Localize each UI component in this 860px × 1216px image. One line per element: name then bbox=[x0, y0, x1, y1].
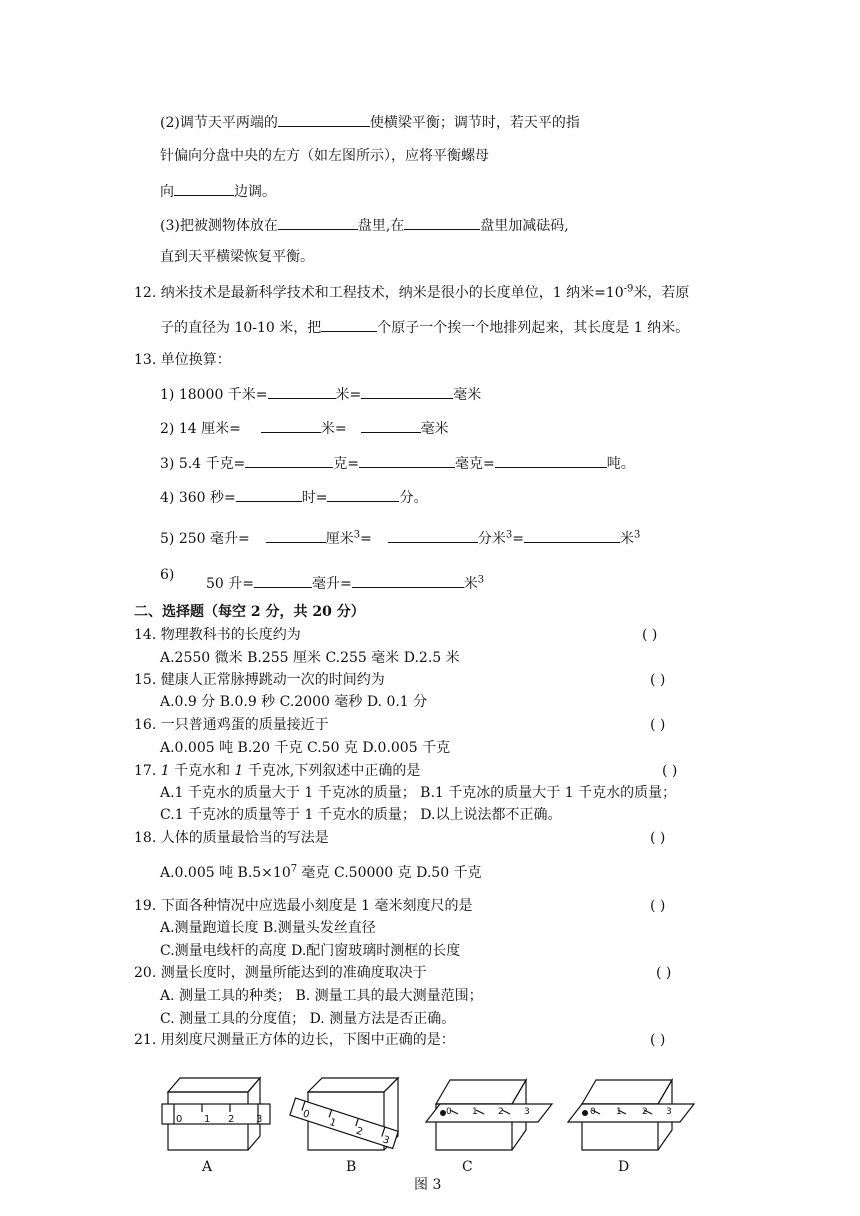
text: 毫升= bbox=[312, 576, 352, 592]
text: 5) 250 毫升= bbox=[160, 531, 250, 547]
tick-label: 3 bbox=[666, 1107, 672, 1117]
fill-blank[interactable] bbox=[495, 453, 607, 468]
answer-paren[interactable]: ( ) bbox=[650, 672, 666, 688]
text: = bbox=[360, 531, 372, 547]
options: A.测量跑道长度 B.测量头发丝直径 bbox=[160, 920, 376, 936]
question-14: 14. 物理教科书的长度约为 bbox=[134, 627, 301, 643]
fill-blank[interactable] bbox=[321, 317, 377, 332]
text: 米= bbox=[335, 387, 362, 403]
figure-d-cube bbox=[568, 1080, 694, 1150]
fill-blank[interactable] bbox=[361, 418, 421, 433]
options: C.测量电线杆的高度 D.配门窗玻璃时测框的长度 bbox=[160, 943, 461, 959]
text: 毫克 C.50000 克 D.50 千克 bbox=[297, 865, 482, 881]
text: 3) 5.4 千克= bbox=[160, 456, 246, 472]
text-line bbox=[160, 181, 276, 201]
fill-blank[interactable] bbox=[327, 487, 399, 502]
question-12 bbox=[134, 284, 689, 302]
text: 米 bbox=[619, 531, 634, 547]
text: 边调。 bbox=[234, 184, 276, 200]
superscript: 3 bbox=[353, 529, 361, 541]
superscript: 7 bbox=[290, 863, 298, 875]
text: 千克冰,下列叙述中正确的是 bbox=[243, 763, 421, 779]
superscript: 3 bbox=[633, 529, 641, 541]
tick-label: 3 bbox=[256, 1114, 263, 1125]
figure-caption: 图 3 bbox=[414, 1177, 442, 1193]
text: 时= bbox=[301, 490, 328, 506]
tick-label: 2 bbox=[354, 1125, 365, 1139]
conversion-3 bbox=[160, 453, 635, 473]
text-line bbox=[160, 112, 580, 132]
conversion-6 bbox=[206, 573, 484, 593]
tick-label: 2 bbox=[642, 1107, 648, 1117]
options: A.0.005 吨 B.20 千克 C.50 克 D.0.005 千克 bbox=[160, 740, 451, 756]
figure-b-cube bbox=[290, 1078, 398, 1150]
tick-label: 1 bbox=[472, 1107, 478, 1117]
fill-blank[interactable] bbox=[254, 573, 312, 588]
conversion-5 bbox=[160, 528, 640, 548]
text: 向 bbox=[160, 184, 174, 200]
figure-a-cube bbox=[162, 1078, 270, 1150]
conversion-2 bbox=[160, 418, 449, 438]
superscript: 3 bbox=[505, 529, 513, 541]
options: A.1 千克水的质量大于 1 千克冰的质量； B.1 千克冰的质量大于 1 千克水的质量； bbox=[160, 785, 677, 801]
tick-label: 0 bbox=[176, 1114, 183, 1125]
fill-blank[interactable] bbox=[404, 215, 480, 230]
text: 盘里,在 bbox=[357, 218, 405, 234]
question-18: 18. 人体的质量最恰当的写法是 bbox=[134, 830, 329, 846]
text: 4) 360 秒= bbox=[160, 490, 236, 506]
text: 毫米 bbox=[453, 387, 482, 403]
tick-label: 2 bbox=[228, 1114, 235, 1125]
question-16: 16. 一只普通鸡蛋的质量接近于 bbox=[134, 717, 329, 733]
tick-label: 3 bbox=[381, 1134, 391, 1147]
tick-label: 1 bbox=[204, 1114, 211, 1125]
question-12-cont bbox=[160, 317, 689, 337]
text: 毫克= bbox=[455, 456, 495, 472]
tick-label: 3 bbox=[524, 1107, 530, 1117]
text: 分。 bbox=[399, 490, 428, 506]
text: 厘米 bbox=[325, 531, 354, 547]
text: 千克水和 bbox=[169, 763, 235, 779]
text-line: 直到天平横梁恢复平衡。 bbox=[160, 249, 314, 265]
figure-c-cube bbox=[426, 1080, 552, 1150]
text: 克= bbox=[333, 456, 359, 472]
text: 毫米 bbox=[420, 421, 449, 437]
figure-label-b: B bbox=[346, 1159, 357, 1175]
tick-label: 2 bbox=[498, 1107, 504, 1117]
conversion-4 bbox=[160, 487, 427, 507]
tick-label: 1 bbox=[327, 1117, 338, 1130]
text: 2) 14 厘米= bbox=[160, 421, 241, 437]
superscript: -9 bbox=[623, 283, 634, 295]
question-17 bbox=[134, 762, 420, 780]
fill-blank[interactable] bbox=[245, 453, 333, 468]
options: A.0.9 分 B.0.9 秒 C.2000 毫秒 D. 0.1 分 bbox=[160, 694, 428, 710]
text: 1) 18000 千米= bbox=[160, 387, 268, 403]
answer-paren[interactable]: ( ) bbox=[650, 1032, 666, 1048]
fill-blank[interactable] bbox=[388, 528, 478, 543]
fill-blank[interactable] bbox=[352, 573, 464, 588]
figure-label-a: A bbox=[202, 1159, 213, 1175]
fill-blank[interactable] bbox=[278, 215, 358, 230]
answer-paren[interactable]: ( ) bbox=[642, 627, 658, 643]
fill-blank[interactable] bbox=[524, 528, 620, 543]
text: 个原子一个挨一个地排列起来，其长度是 1 纳米。 bbox=[377, 320, 690, 336]
text: = bbox=[512, 531, 524, 547]
text-line: 针偏向分盘中央的左方（如左图所示），应将平衡螺母 bbox=[160, 148, 489, 164]
conversion-1 bbox=[160, 384, 481, 404]
question-19: 19. 下面各种情况中应选最小刻度是 1 毫米刻度尺的是 bbox=[134, 898, 473, 914]
fill-blank[interactable] bbox=[236, 487, 302, 502]
fill-blank[interactable] bbox=[268, 384, 336, 399]
tick-label: 0 bbox=[590, 1107, 596, 1117]
tick-label: 1 bbox=[616, 1107, 622, 1117]
section-heading: 二、选择题（每空 2 分，共 20 分） bbox=[134, 604, 365, 620]
text: 米，若原 bbox=[633, 285, 690, 301]
text: 子的直径为 10-10 米，把 bbox=[160, 320, 322, 336]
text: 12. 纳米技术是最新科学技术和工程技术，纳米是很小的长度单位，1 纳米=10 bbox=[134, 285, 624, 301]
text: 米= bbox=[320, 421, 347, 437]
question-13: 13. 单位换算： bbox=[134, 352, 231, 368]
fill-blank[interactable] bbox=[174, 181, 234, 196]
text: 吨。 bbox=[606, 456, 635, 472]
options: C. 测量工具的分度值； D. 测量方法是否正确。 bbox=[160, 1011, 456, 1027]
answer-paren[interactable]: ( ) bbox=[656, 965, 672, 981]
text: 米 bbox=[463, 576, 478, 592]
answer-paren[interactable]: ( ) bbox=[650, 830, 666, 846]
question-15: 15. 健康人正常脉搏跳动一次的时间约为 bbox=[134, 672, 385, 688]
options: C.1 千克冰的质量等于 1 千克水的质量； D.以上说法都不正确。 bbox=[160, 807, 562, 823]
italic-number: 1 bbox=[234, 763, 244, 779]
text: A.0.005 吨 B.5×10 bbox=[160, 865, 291, 881]
text-line bbox=[160, 215, 569, 235]
tick-label: 0 bbox=[446, 1107, 452, 1117]
answer-paren[interactable]: ( ) bbox=[650, 898, 666, 914]
fill-blank[interactable] bbox=[266, 528, 326, 543]
fill-blank[interactable] bbox=[278, 112, 370, 127]
question-20: 20. 测量长度时，测量所能达到的准确度取决于 bbox=[134, 965, 427, 981]
answer-paren[interactable]: ( ) bbox=[662, 763, 678, 779]
figure-label-d: D bbox=[618, 1159, 630, 1175]
tick-label: 0 bbox=[301, 1108, 311, 1121]
options: A.2550 微米 B.255 厘米 C.255 毫米 D.2.5 米 bbox=[160, 650, 460, 666]
fill-blank[interactable] bbox=[261, 418, 321, 433]
options bbox=[160, 864, 482, 882]
text: 分米 bbox=[477, 531, 506, 547]
text: (3)把被测物体放在 bbox=[160, 218, 278, 234]
text: (2)调节天平两端的 bbox=[160, 115, 278, 131]
text: 17. bbox=[134, 763, 161, 779]
ruler-measurement-figure bbox=[150, 1070, 710, 1160]
figure-label-c: C bbox=[462, 1159, 473, 1175]
question-21: 21. 用刻度尺测量正方体的边长，下图中正确的是： bbox=[134, 1032, 455, 1048]
conversion-6-number: 6) bbox=[160, 567, 175, 583]
answer-paren[interactable]: ( ) bbox=[650, 717, 666, 733]
options: A. 测量工具的种类； B. 测量工具的最大测量范围； bbox=[160, 988, 483, 1004]
text: 使横梁平衡；调节时，若天平的指 bbox=[369, 115, 580, 131]
superscript: 3 bbox=[477, 574, 485, 586]
text: 盘里加减砝码, bbox=[480, 218, 569, 234]
text: 50 升= bbox=[206, 576, 254, 592]
fill-blank[interactable] bbox=[361, 384, 453, 399]
italic-number: 1 bbox=[160, 763, 170, 779]
fill-blank[interactable] bbox=[359, 453, 455, 468]
